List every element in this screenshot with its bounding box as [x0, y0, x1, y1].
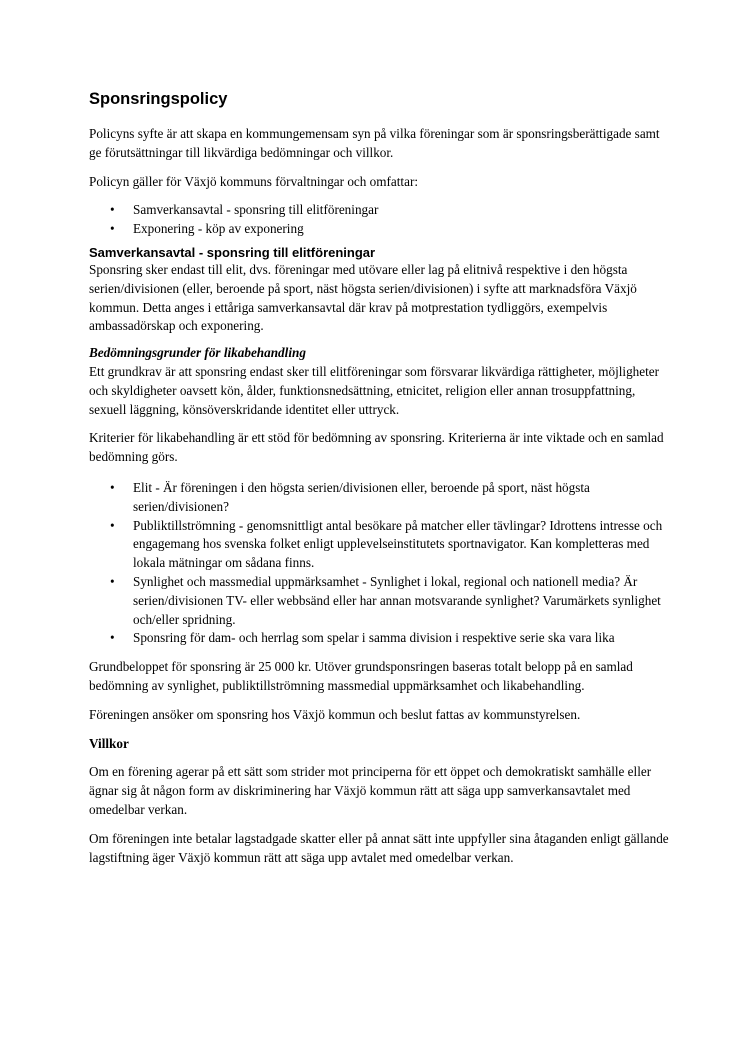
criteria-list	[89, 479, 669, 648]
intro-paragraph: Policyns syfte är att skapa en kommungemensam syn på vilka föreningar som är sponsringsberättigade samt ge förutsättningar till likvärdiga bedömningar och villkor.	[89, 126, 660, 160]
assessment-body-1: Ett grundkrav är att sponsring endast sker till elitföreningar som försvarar likvärdiga rättigheter, möjligheter och skyldigheter oavsett kön, ålder, funktionsnedsättning, etnicitet, religion eller annan trosuppfattning, sexuell läggning, könsöverskridande identitet eller uttryck.	[89, 363, 660, 417]
bullet-icon: •	[110, 517, 115, 533]
bullet-icon: •	[110, 573, 115, 589]
page-title: Sponsringspolicy	[89, 90, 228, 108]
amount-paragraph: Grundbeloppet för sponsring är 25 000 kr. Utöver grundsponsringen baseras totalt belopp på en samlad bedömning av synlighet, publiktillströmning massmedial uppmärksamhet och likabehandling.	[89, 659, 633, 693]
section-heading-samverkansavtal: Samverkansavtal - sponsring till elitföreningar	[89, 244, 376, 260]
bullet-icon: •	[110, 202, 115, 218]
terms-heading: Villkor	[89, 735, 129, 751]
assessment-body-2: Kriterier för likabehandling är ett stöd för bedömning av sponsring. Kriterierna är inte viktade och en samlad bedömning görs.	[89, 430, 664, 465]
list-item: • Samverkansavtal - sponsring till elitföreningar	[89, 201, 669, 220]
list-item: • Elit - Är föreningen i den högsta serien/divisionen eller, beroende på sport, näst högsta serien/divisionen?	[110, 479, 590, 514]
bullet-icon: •	[110, 630, 115, 646]
scope-intro: Policyn gäller för Växjö kommuns förvaltningar och omfattar:	[89, 173, 418, 189]
terms-body-2: Om föreningen inte betalar lagstadgade skatter eller på annat sätt inte uppfyller sina åtaganden enligt gällande lagstiftning äger Växjö kommun rätt att säga upp avtalet med omedelbar verkan.	[89, 830, 669, 865]
list-item: • Publiktillströmning - genomsnittligt antal besökare på matcher eller tävlingar? Idrottens intresse och engagemang hos svenska folket enligt upplevelseinstitutets sportnavigator. Kan kompletteras med lokala mätningar om sådana finns.	[110, 517, 663, 571]
document-page	[89, 86, 669, 877]
list-item: • Synlighet och massmedial uppmärksamhet - Synlighet i lokal, regional och nationell media? Är serien/divisionen TV- eller webbsänd eller har annan motsvarande synlighet? Varumärkets synlighet och/eller spridning.	[110, 573, 661, 627]
bullet-icon: •	[110, 479, 115, 495]
list-item: • Exponering - köp av exponering	[89, 220, 669, 239]
section-body-samverkansavtal: Sponsring sker endast till elit, dvs. föreningar med utövare eller lag på elitnivå respektive i den högsta serien/divisionen (eller, beroende på sport, näst högsta serien/divisionen) i syfte att marknadsföra Växjö kommun. Detta anges i ettåriga samverkansavtal där krav på motprestation tydliggörs, exempelvis ambassadörskap och exponering.	[89, 261, 637, 334]
bullet-icon: •	[110, 221, 115, 237]
scope-list	[89, 201, 669, 239]
terms-body-1: Om en förening agerar på ett sätt som strider mot principerna för ett öppet och demokratiskt samhälle eller ägnar sig åt någon form av diskriminering har Växjö kommun rätt att säga upp samverkansavtalet med omedelbar verkan.	[89, 764, 652, 817]
list-item: • Sponsring för dam- och herrlag som spelar i samma division i respektive serie ska vara lika	[89, 629, 669, 648]
application-paragraph: Föreningen ansöker om sponsring hos Växjö kommun och beslut fattas av kommunstyrelsen.	[89, 706, 581, 722]
assessment-heading: Bedömningsgrunder för likabehandling	[89, 345, 306, 361]
